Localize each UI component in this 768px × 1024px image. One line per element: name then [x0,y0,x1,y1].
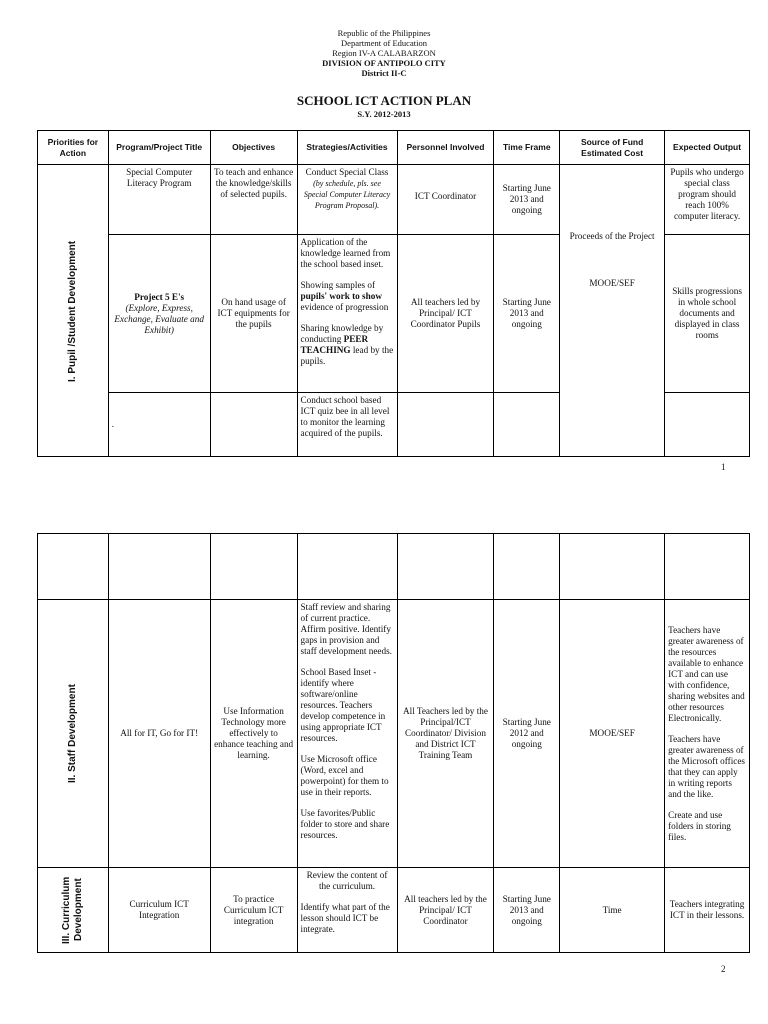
col-header-strategies: Strategies/Activities [297,131,397,165]
strategies-cell [297,600,397,868]
strategy-text: lead by the pupils. [300,345,394,366]
personnel-cell: ICT Coordinator [397,165,494,235]
strategy-emphasis: PEER TEACHING [300,334,369,355]
strategies-cell [297,235,397,393]
empty-cell [494,534,560,600]
header-region: Region IV-A CALABARZON [332,48,436,58]
strategy-item [301,280,394,313]
fund-top: Proceeds of the Project [569,230,655,241]
program-cell [108,235,210,393]
empty-cell [38,534,109,600]
strategy-text: Conduct Special Class [305,167,389,177]
output-item: Teachers have greater awareness of the resources available to enhance ICT and can use with confidence, sharing websites and other resources Electronically. [668,624,745,723]
fund-cell: Time [560,868,665,953]
strategy-text: Sharing knowledge by conducting [300,323,384,344]
col-header-output: Expected Output [665,131,750,165]
empty-cell [665,534,750,600]
fund-bottom: MOOE/SEF [589,277,635,288]
strategy-item: Staff review and sharing of current practice. Affirm positive. Identify gaps in provision and staff development needs. [300,602,392,656]
empty-cell [108,534,210,600]
page-number: 1 [721,462,726,472]
strategies-cell: Conduct school based ICT quiz bee in all level to monitor the learning acquired of the pupils. [297,393,397,457]
output-item: Create and use folders in storing files. [668,809,731,842]
header-division: DIVISION OF ANTIPOLO CITY [322,58,446,68]
output-cell [665,600,750,868]
empty-cell [560,534,665,600]
header-republic: Republic of the Philippines [337,28,431,38]
project-title: Project 5 E's [134,291,185,302]
timeframe-cell [494,393,560,457]
empty-cell [397,534,494,600]
table-row [38,600,750,868]
table-row-empty [38,534,750,600]
timeframe-cell: Starting June 2012 and ongoing [494,600,560,868]
table-row [38,868,750,953]
strategies-cell [297,868,397,953]
timeframe-cell: Starting June 2013 and ongoing [494,868,560,953]
objectives-cell: Use Information Technology more effectively to enhance teaching and learning. [210,600,297,868]
strategy-item: Use Microsoft office (Word, excel and powerpoint) for them to use in their reports. [300,754,389,797]
project-subtitle: (Explore, Express, Exchange, Evaluate and Exhibit) [114,302,204,335]
strategy-note: (by schedule, pls. see Special Computer Literacy Program Proposal). [303,179,391,210]
letterhead [0,28,768,78]
col-header-program: Program/Project Title [108,131,210,165]
priority-label: II. Staff Development [66,684,78,783]
empty-cell [297,534,397,600]
personnel-cell [397,393,494,457]
page-number: 2 [721,964,726,974]
strategies-cell [297,165,397,235]
strategy-item [301,323,394,367]
strategy-item: School Based Inset - identify where software/online resources. Teachers develop competence in using appropriate ICT resources. [300,667,386,743]
output-item: Teachers have greater awareness of the Microsoft offices that they can apply in writing reports and the like. [668,733,746,799]
priority-label: I. Pupil /Student Development [66,239,78,382]
strategy-item: Identify what part of the lesson should ICT be integrate. [300,902,390,934]
col-header-objectives: Objectives [210,131,297,165]
header-district: District II-C [361,68,407,78]
objectives-cell: To practice Curriculum ICT integration [210,868,297,953]
output-cell: Teachers integrating ICT in their lessons. [665,868,750,953]
table-row [38,165,750,235]
col-header-priorities: Priorities for Action [38,131,109,165]
fund-cell [560,165,665,457]
strategy-item: Review the content of the curriculum. [306,870,388,891]
header-department: Department of Education [341,38,427,48]
table-header-row [38,131,750,165]
objectives-cell [210,393,297,457]
objectives-cell: On hand usage of ICT equipments for the pupils [210,235,297,393]
program-cell: All for IT, Go for IT! [108,600,210,868]
strategy-emphasis: pupils' work to show [300,291,382,301]
program-cell: . [108,393,210,457]
document-title: SCHOOL ICT ACTION PLAN [296,93,472,108]
strategy-item: Use favorites/Public folder to store and share resources. [300,808,390,840]
fund-cell: MOOE/SEF [560,600,665,868]
priority-cell [38,868,109,953]
priority-cell [38,165,109,457]
output-cell: Pupils who undergo special class program should reach 100% computer literacy. [665,165,750,235]
personnel-cell: All Teachers led by the Principal/ICT Coordinator/ Division and District ICT Training Team [397,600,494,868]
program-cell: Special Computer Literacy Program [108,165,210,235]
empty-cell [210,534,297,600]
action-plan-table-page1 [37,130,750,457]
objectives-cell: To teach and enhance the knowledge/skills of selected pupils. [210,165,297,235]
timeframe-cell: Starting June 2013 and ongoing [494,235,560,393]
col-header-personnel: Personnel Involved [397,131,494,165]
timeframe-cell: Starting June 2013 and ongoing [494,165,560,235]
output-cell [665,393,750,457]
strategy-item: Application of the knowledge learned from the school based inset. [300,237,391,269]
output-cell: Skills progressions in whole school documents and displayed in class rooms [665,235,750,393]
action-plan-table-page2 [37,533,750,953]
priority-label: III. Curriculum Development [60,876,84,944]
program-cell: Curriculum ICT Integration [108,868,210,953]
strategy-text: evidence of progression [300,302,389,312]
priority-cell [38,600,109,868]
strategy-text: Showing samples of [300,280,376,290]
personnel-cell: All teachers led by the Principal/ ICT Coordinator [397,868,494,953]
col-header-fund: Source of Fund Estimated Cost [560,131,665,165]
school-year: S.Y. 2012-2013 [357,109,411,119]
col-header-timeframe: Time Frame [494,131,560,165]
personnel-cell: All teachers led by Principal/ ICT Coordinator Pupils [397,235,494,393]
